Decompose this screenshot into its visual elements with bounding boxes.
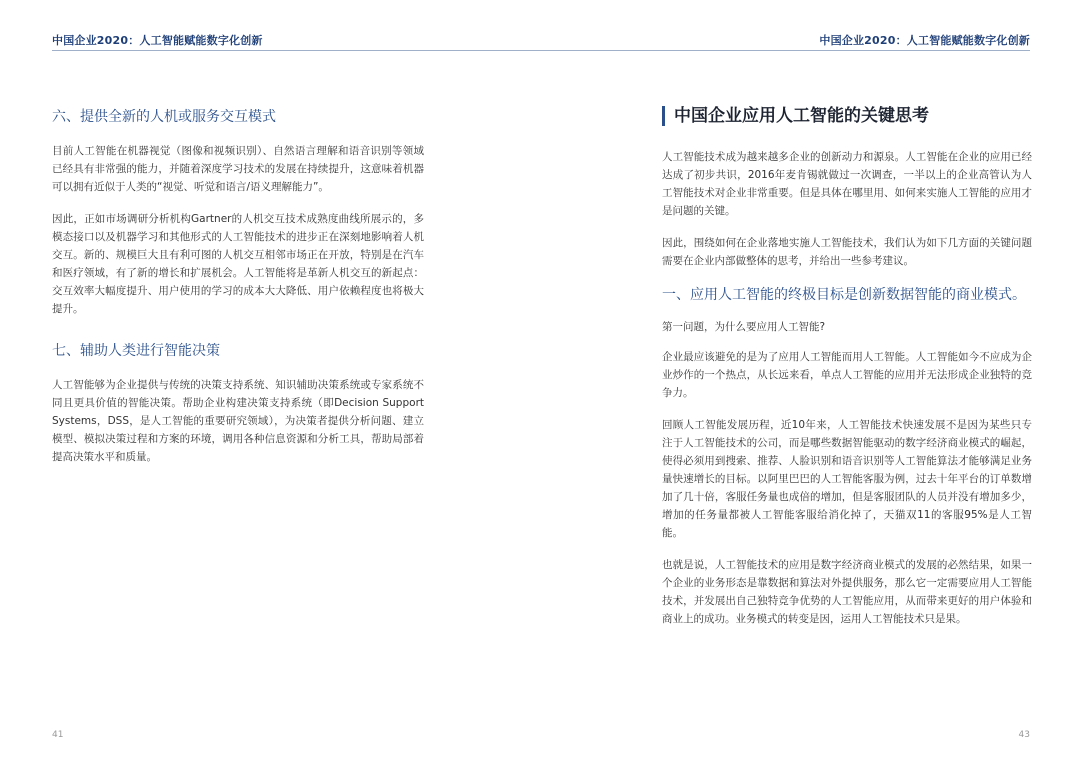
- section-heading-7: 七、辅助人类进行智能决策: [52, 343, 220, 359]
- paragraph: 人工智能够为企业提供与传统的决策支持系统、知识辅助决策系统或专家系统不同且更具价值的智能决策。帮助企业构建决策支持系统（即Decision Support Systems，DSS，是人工智能的重要研究领域），为决策者提供分析问题、建立模型、模拟决策过程和方案的环境，调用各种信息资源和分析工具，帮助局部着提高决策水平和质量。: [52, 379, 424, 463]
- page-number: 43: [1018, 730, 1030, 740]
- paragraph: 目前人工智能在机器视觉（图像和视频识别）、自然语言理解和语音识别等领域已经具有非常强的能力，并随着深度学习技术的发展在持续提升，这意味着机器可以拥有近似于人类的“视觉、听觉和语言/语义理解能力”。: [52, 145, 424, 193]
- section-heading-6: 六、提供全新的人机或服务交互模式: [52, 109, 276, 125]
- left-content: [52, 106, 424, 480]
- running-header-title: 中国企业2020：人工智能赋能数字化创新: [819, 34, 1030, 47]
- paragraph: 企业最应该避免的是为了应用人工智能而用人工智能。人工智能如今不应成为企业炒作的一个热点，从长远来看，单点人工智能的应用并无法形成企业独特的竞争力。: [662, 351, 1032, 399]
- running-header-title: 中国企业2020：人工智能赋能数字化创新: [52, 34, 263, 47]
- chapter-heading: 中国企业应用人工智能的关键思考: [662, 106, 1032, 126]
- header-rule: [52, 50, 540, 51]
- paragraph: 因此，围绕如何在企业落地实施人工智能技术，我们认为如下几方面的关键问题需要在企业内部做整体的思考，并给出一些参考建议。: [662, 237, 1032, 267]
- paragraph: 人工智能技术成为越来越多企业的创新动力和源泉。人工智能在企业的应用已经达成了初步共识，2016年麦肯锡就做过一次调查，一半以上的企业高管认为人工智能技术对企业非常重要。但是具体在哪里用、如何来实施人工智能的应用才是问题的关键。: [662, 151, 1032, 217]
- header-rule: [540, 50, 1030, 51]
- paragraph: 回顾人工智能发展历程，近10年来，人工智能技术快速发展不是因为某些只专注于人工智能技术的公司，而是哪些数据智能驱动的数字经济商业模式的崛起，使得必须用到搜索、推荐、人脸识别和语音识别等人工智能算法才能够满足业务量快速增长的目标。以阿里巴巴的人工智能客服为例，过去十年平台的订单数增加了几十倍，客服任务量也成倍的增加，但是客服团队的人员并没有增加多少，增加的任务量都被人工智能客服给消化掉了，天猫双11的客服95%是人工智能。: [662, 419, 1032, 539]
- right-page: [540, 0, 1080, 764]
- page-number: 41: [52, 730, 64, 740]
- question-line: 第一问题，为什么要应用人工智能?: [662, 321, 826, 333]
- right-content: [662, 106, 1032, 642]
- section-heading-1: 一、应用人工智能的终极目标是创新数据智能的商业模式。: [662, 287, 1026, 303]
- paragraph: 因此，正如市场调研分析机构Gartner的人机交互技术成熟度曲线所展示的，多模态接口以及机器学习和其他形式的人工智能技术的进步正在深刻地影响着人机交互。新的、规模巨大且有利可图的人机交互相邻市场正在开放，特别是在汽车和医疗领域，有了新的增长和扩展机会。人工智能将是革新人机交互的新起点：交互效率大幅度提升、用户使用的学习的成本大大降低、用户依赖程度也将极大提升。: [52, 213, 424, 315]
- paragraph: 也就是说，人工智能技术的应用是数字经济商业模式的发展的必然结果，如果一个企业的业务形态是靠数据和算法对外提供服务，那么它一定需要应用人工智能技术，并发展出自己独特竞争优势的人工智能应用，从而带来更好的用户体验和商业上的成功。业务模式的转变是因，运用人工智能技术只是果。: [662, 559, 1032, 625]
